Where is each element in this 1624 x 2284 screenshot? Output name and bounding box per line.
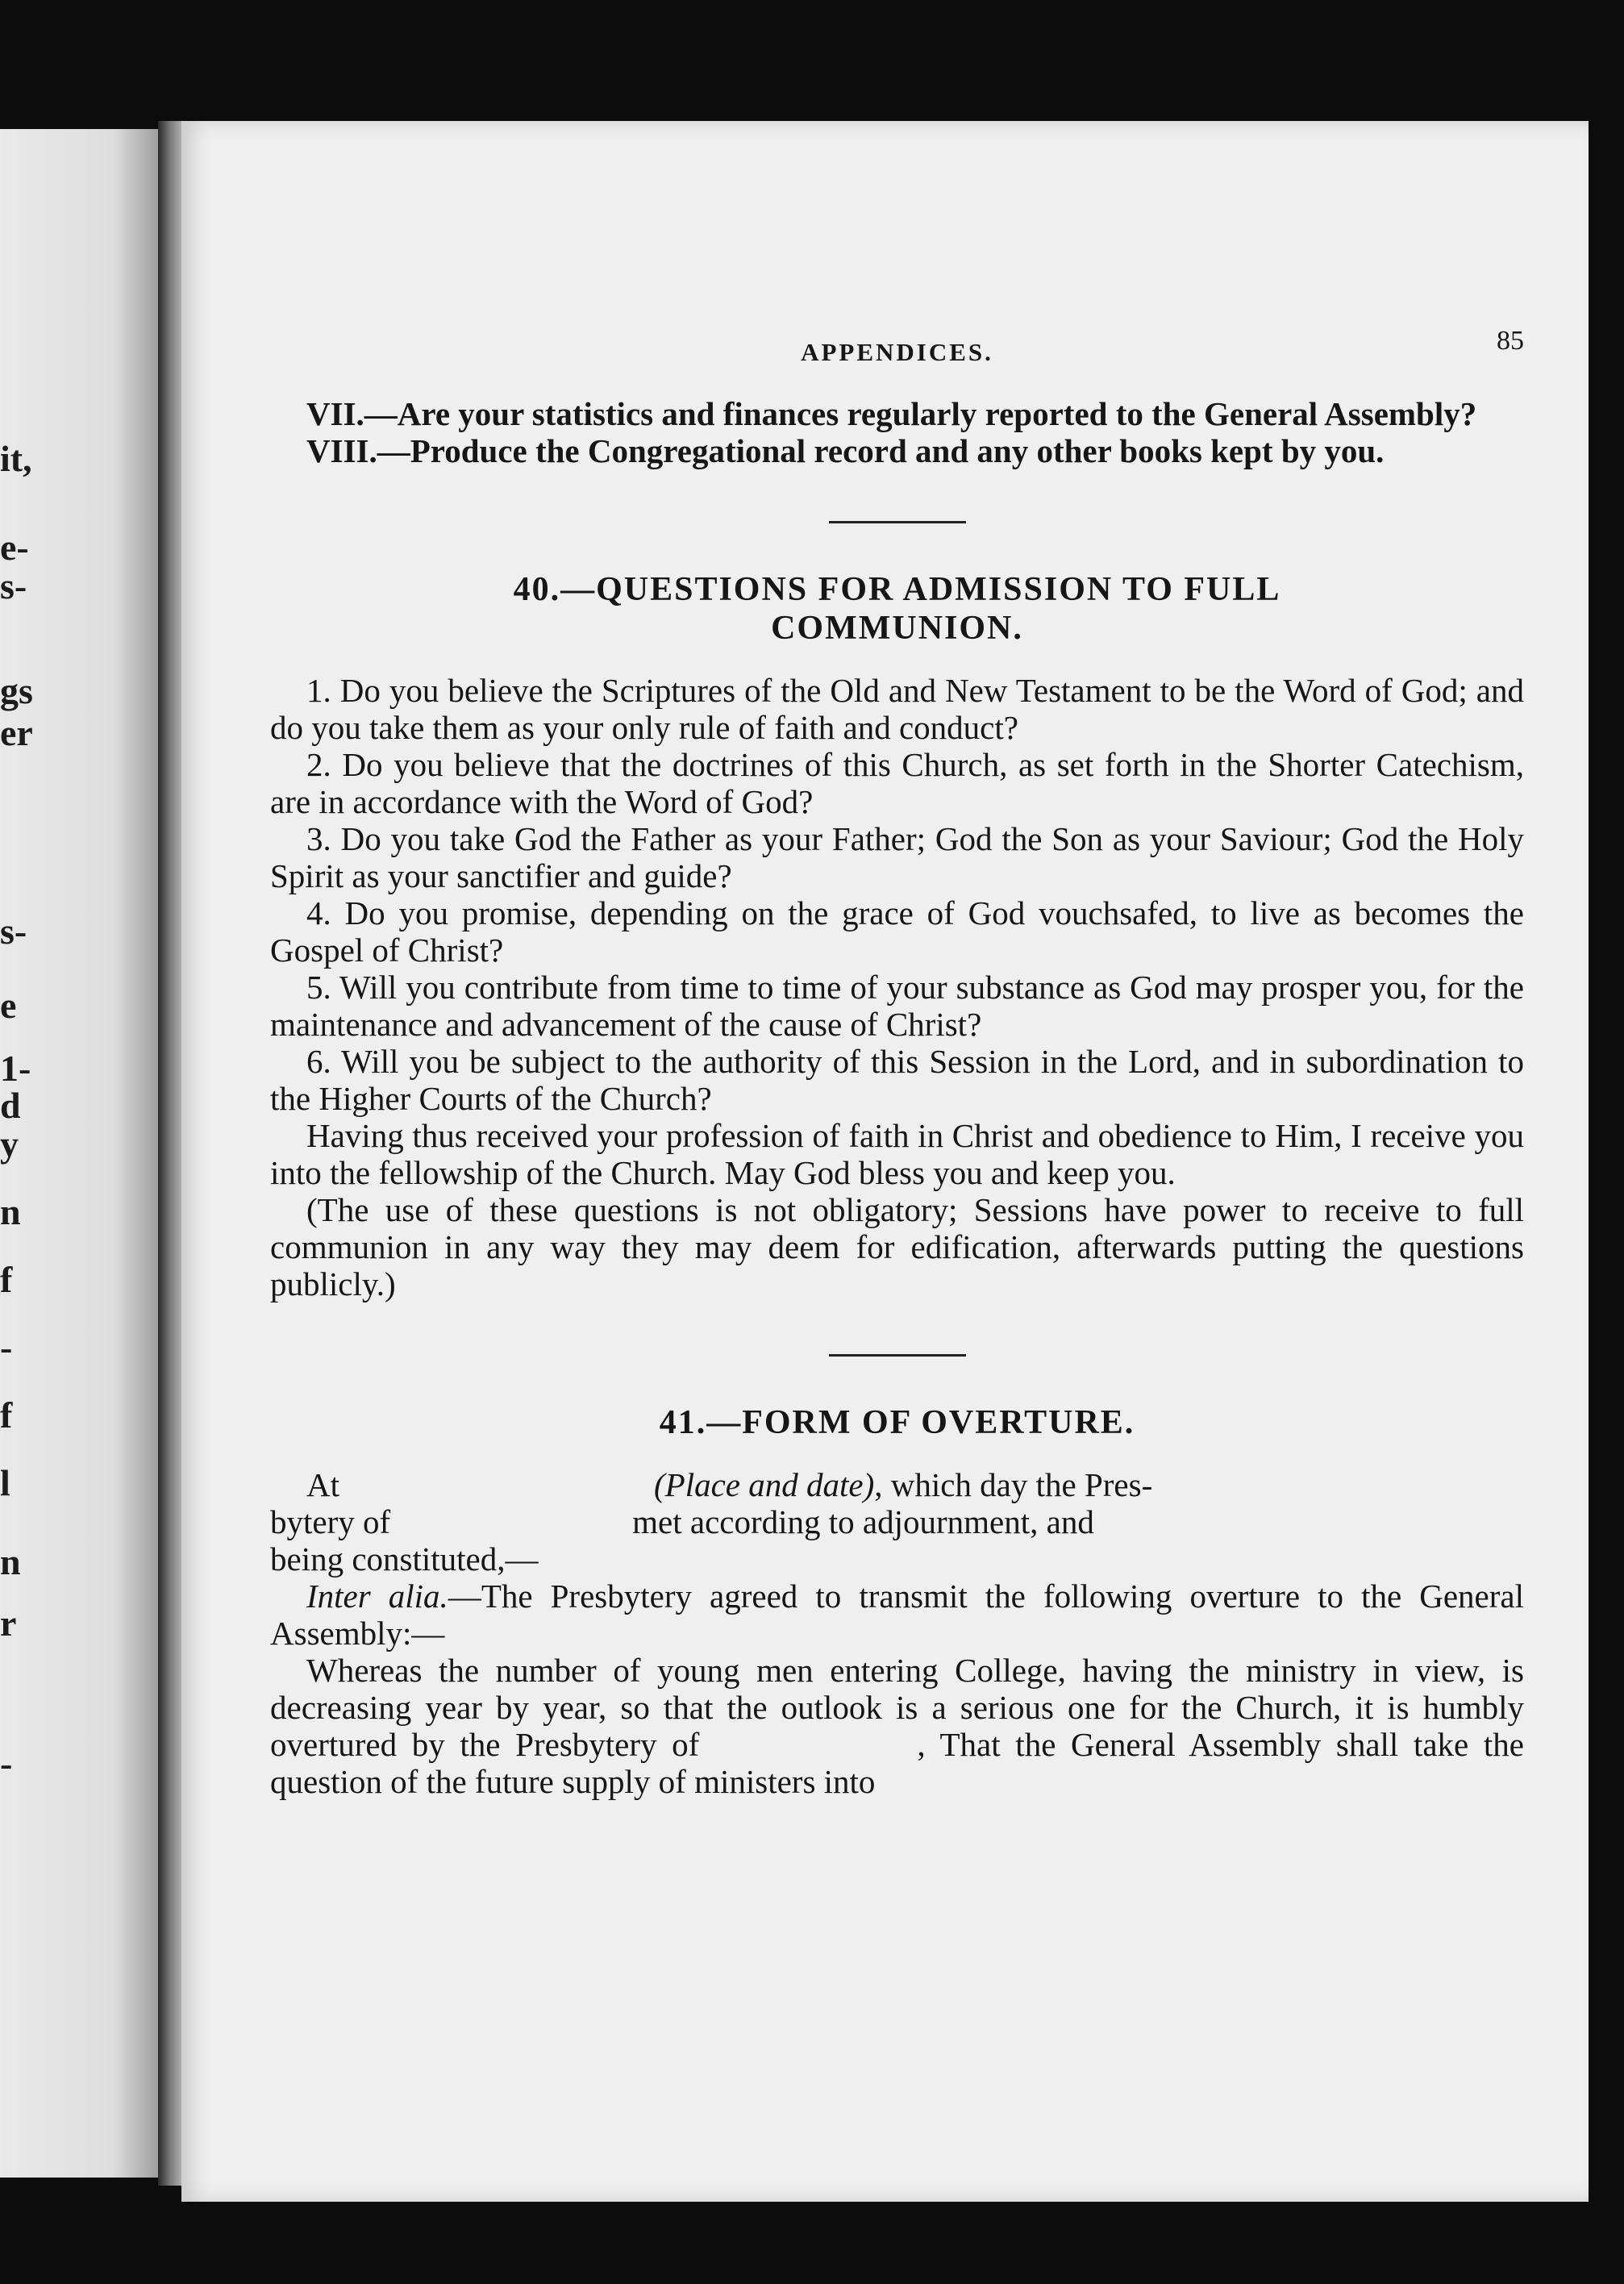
question-vii: VII.—Are your statistics and finances regularly reported to the General Assembly? (306, 395, 1477, 432)
question-5: 5. Will you contribute from time to time of your substance as God may prosper you, for the maintenance and advancement of the cause of Christ? (270, 969, 1524, 1043)
whereas-text-start: Whereas the number of young men entering College, having the ministry in view, is decreasing year by year, so that the outlook is a serious one for the Church, it is humbly overtured by the Presbytery of (270, 1652, 1524, 1763)
question-4: 4. Do you promise, depending on the grace of God vouchsafed, to live as becomes the Gospel of Christ? (270, 894, 1524, 969)
running-title: APPENDICES. (801, 338, 993, 366)
overture-bytery-of: bytery of (270, 1503, 391, 1540)
left-page-fragment: l (0, 1462, 10, 1503)
section-40-heading-line1: 40.—QUESTIONS FOR ADMISSION TO FULL (513, 571, 1281, 608)
section-divider (829, 1354, 966, 1357)
left-page-fragment: gs (0, 670, 33, 711)
right-page (181, 121, 1589, 2202)
inter-alia-text: —The Presbytery agreed to transmit the following overture to the General Assembly:— (270, 1578, 1524, 1652)
left-page-edge (0, 129, 161, 2178)
left-page-fragment: e (0, 985, 17, 1026)
whereas-paragraph (270, 1652, 1524, 1800)
left-page-fragment: er (0, 712, 33, 753)
overture-line-1 (270, 1466, 1524, 1503)
question-viii: VIII.—Produce the Congregational record and any other books kept by you. (306, 432, 1385, 469)
page-number: 85 (1497, 326, 1524, 356)
left-page-fragment: f (0, 1394, 13, 1436)
left-page-fragment: s- (0, 911, 27, 952)
left-page-fragment: s- (0, 565, 27, 606)
left-page-fragment: f (0, 1259, 13, 1300)
left-page-fragment: 1- (0, 1048, 31, 1089)
overture-at: At (306, 1466, 339, 1503)
left-page-fragment: n (0, 1541, 21, 1582)
running-head (270, 323, 1524, 395)
left-page-fragment: e- (0, 527, 29, 568)
question-3: 3. Do you take God the Father as your Father; God the Son as your Saviour; God the Holy Spirit as your sanctifier and guide? (270, 820, 1524, 894)
reception-paragraph: Having thus received your profession of faith in Christ and obedience to Him, I receive you into the fellowship of the Church. May God bless you and keep you. (270, 1117, 1524, 1191)
section-divider (829, 521, 966, 523)
section-40-heading (270, 570, 1524, 648)
left-page-fragment: d (0, 1085, 21, 1126)
left-page-fragment: n (0, 1191, 21, 1232)
whereas-text-end: , That the General Assembly shall take the question of the future supply of ministers into (270, 1726, 1525, 1800)
left-page-fragment: y (0, 1123, 19, 1165)
question-1: 1. Do you believe the Scriptures of the Old and New Testament to be the Word of God; and do you take them as your only rule of faith and conduct? (270, 672, 1524, 746)
left-page-fragment: r (0, 1603, 17, 1644)
section-40-heading-line2: COMMUNION. (771, 610, 1023, 647)
overture-line-1-end: , which day the Pres- (874, 1466, 1153, 1503)
overture-line-2-end: met according to adjournment, and (632, 1503, 1094, 1540)
overture-line-3: being constituted,— (270, 1540, 539, 1578)
left-page-fragment: it, (0, 438, 32, 479)
overture-line-2 (270, 1503, 1524, 1540)
left-page-fragment: - (0, 1327, 13, 1368)
page-text (270, 323, 1524, 1800)
question-6: 6. Will you be subject to the authority of this Session in the Lord, and in subordination to the Higher Courts of the Church? (270, 1043, 1524, 1117)
question-2: 2. Do you believe that the doctrines of this Church, as set forth in the Shorter Catechism, are in accordance with the Word of God? (270, 746, 1524, 820)
inter-alia-paragraph (270, 1578, 1524, 1652)
inter-alia-label: Inter alia. (306, 1578, 448, 1615)
usage-note: (The use of these questions is not obligatory; Sessions have power to receive to full communion in any way they may deem for edification, afterwards putting the questions publicly.) (270, 1191, 1524, 1302)
left-page-fragment: - (0, 1743, 13, 1784)
section-41-heading: 41.—FORM OF OVERTURE. (659, 1404, 1135, 1441)
place-and-date: (Place and date) (654, 1466, 875, 1503)
